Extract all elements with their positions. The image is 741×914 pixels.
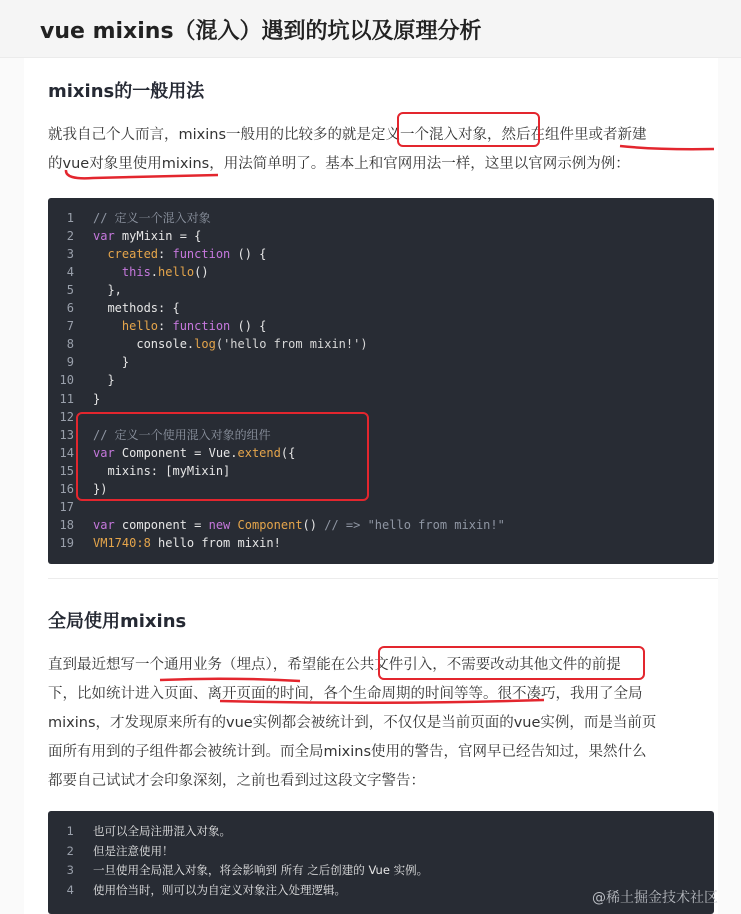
code-line (48, 281, 714, 299)
line-number: 14 (59, 445, 74, 460)
annotation-underline-new (618, 140, 718, 154)
line-number: 3 (66, 247, 74, 262)
paragraph-line: 都要自己试试才会印象深刻，之前也看到过这段文字警告： (48, 773, 425, 789)
code-text: } (93, 391, 101, 406)
code-line (48, 861, 714, 879)
annotation-box-public-file (378, 646, 645, 680)
code-text: mixins: [myMixin] (93, 463, 231, 478)
line-number: 9 (66, 355, 74, 370)
line-number: 1 (66, 211, 74, 225)
code-line (48, 534, 714, 552)
code-line (48, 353, 714, 371)
code-text: var Component = Vue.extend({ (93, 445, 296, 460)
code-line (48, 245, 714, 263)
line-number: 4 (66, 265, 74, 280)
code-text: 也可以全局注册混入对象。 (93, 824, 231, 838)
paragraph-line: 的vue对象里使用mixins，用法简单明了。基本上和官网用法一样，这里以官网示例为例： (48, 156, 630, 172)
code-text: // 定义一个混入对象 (93, 211, 211, 225)
code-text: 使用恰当时，则可以为自定义对象注入处理逻辑。 (93, 882, 346, 897)
line-number: 2 (66, 843, 74, 858)
code-block-mixin-example (48, 198, 714, 564)
line-number: 11 (59, 391, 74, 406)
code-line (48, 317, 714, 335)
line-number: 8 (66, 337, 74, 352)
annotation-underline-business (158, 674, 303, 686)
code-text: var myMixin = { (93, 229, 202, 244)
annotation-underline-vue-object (63, 166, 223, 182)
line-number: 2 (66, 229, 74, 244)
section-heading-global-mixins: 全局使用mixins (48, 611, 187, 632)
code-text: }, (93, 283, 122, 298)
line-number: 17 (59, 499, 74, 514)
paragraph-line: 下，比如统计进入页面、离开页面的时间，各个生命周期的时间等等。很不凑巧，我用了全局 (48, 686, 643, 702)
code-text: hello: function () { (93, 319, 267, 334)
annotation-box-component (76, 412, 369, 501)
code-line (48, 390, 714, 408)
page-title: vue mixins（混入）遇到的坑以及原理分析 (40, 19, 482, 44)
annotation-box-define-mixin (397, 112, 540, 147)
code-line (48, 822, 714, 840)
code-line (48, 516, 714, 534)
paragraph-line: 就我自己个人而言，mixins一般用的比较多的就是定义一个混入对象，然后在组件里或者新建 (48, 127, 647, 143)
code-text: var component = new Component() // => "hello from mixin!" (93, 517, 505, 532)
code-text: } (93, 355, 130, 370)
line-number: 4 (66, 882, 74, 897)
line-number: 1 (66, 824, 74, 838)
code-text: // 定义一个使用混入对象的组件 (93, 427, 271, 442)
right-gutter (718, 58, 741, 914)
line-number: 3 (66, 863, 74, 877)
paragraph-line: 面所有用到的子组件都会被统计到。而全局mixins使用的警告，官网早已经告知过，果然什么 (48, 744, 647, 760)
code-line (48, 371, 714, 389)
code-text: 一旦使用全局混入对象，将会影响到 所有 之后创建的 Vue 实例。 (93, 863, 429, 877)
section-heading-basic-usage: mixins的一般用法 (48, 81, 205, 102)
line-number: 18 (59, 517, 74, 532)
line-number: 7 (66, 319, 74, 334)
code-text: 但是注意使用！ (93, 843, 174, 858)
code-text: console.log('hello from mixin!') (93, 337, 368, 352)
code-text: this.hello() (93, 265, 209, 280)
code-line (48, 263, 714, 281)
line-number: 15 (59, 463, 74, 478)
code-line (48, 335, 714, 353)
line-number: 6 (66, 301, 74, 316)
code-line (48, 299, 714, 317)
code-line (48, 209, 714, 227)
line-number: 10 (59, 373, 74, 388)
code-line (48, 227, 714, 245)
line-number: 19 (59, 535, 74, 550)
code-text: created: function () { (93, 247, 267, 262)
code-text: }) (93, 481, 108, 496)
watermark: @稀土掘金技术社区 (592, 890, 718, 906)
code-text: VM1740:8 hello from mixin! (93, 535, 281, 550)
left-gutter (0, 58, 24, 914)
line-number: 16 (59, 481, 74, 496)
page-header (0, 0, 741, 58)
paragraph-line: mixins，才发现原来所有的vue实例都会被统计到，不仅仅是当前页面的vue实例，而是当前页 (48, 715, 657, 731)
annotation-underline-page-time (218, 696, 548, 708)
section-divider (48, 578, 718, 579)
line-number: 5 (66, 283, 74, 298)
line-number: 12 (59, 409, 74, 424)
code-text: methods: { (93, 301, 180, 316)
paragraph-line: 直到最近想写一个通用业务（埋点），希望能在公共文件引入，不需要改动其他文件的前提 (48, 657, 621, 673)
code-text: } (93, 373, 115, 388)
line-number: 13 (59, 427, 74, 442)
code-line (48, 842, 714, 860)
